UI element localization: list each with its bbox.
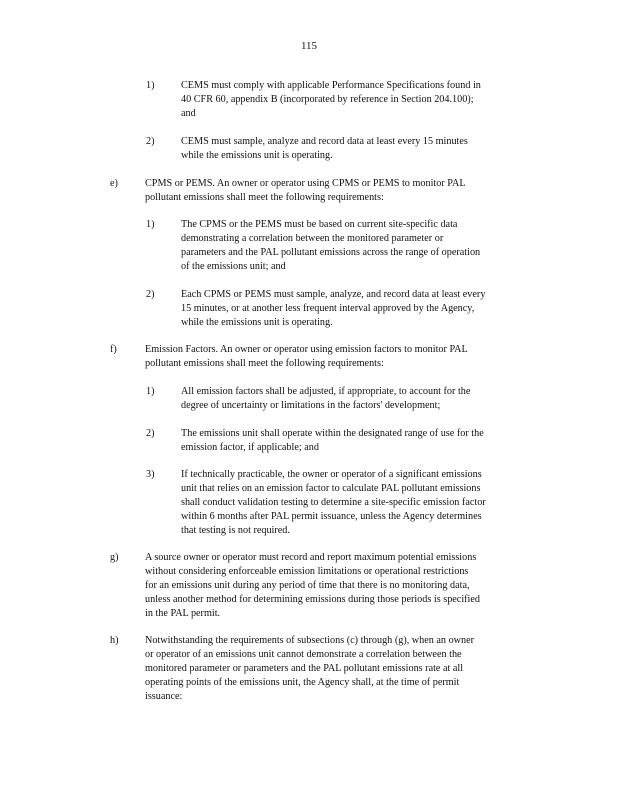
text-line: pollutant emissions shall meet the following requirements: (145, 192, 384, 203)
text-line: and (181, 108, 196, 119)
list-marker: 2) (146, 136, 155, 147)
list-marker: 1) (146, 219, 155, 230)
page-number: 115 (300, 40, 318, 52)
list-marker: 2) (146, 289, 155, 300)
paragraph-text (181, 218, 536, 274)
list-marker: e) (110, 178, 118, 189)
paragraph-text (145, 551, 536, 621)
paragraph-text (181, 385, 536, 413)
text-line: that testing is not required. (181, 525, 290, 536)
paragraph-text (181, 468, 536, 538)
text-line: 40 CFR 60, appendix B (incorporated by reference in Section 204.100); (181, 94, 474, 105)
text-line: while the emissions unit is operating. (181, 150, 333, 161)
text-line: monitored parameter or parameters and the PAL pollutant emissions rate at all (145, 663, 464, 674)
text-line: issuance: (145, 691, 183, 702)
paragraph-text (181, 288, 536, 330)
list-marker: 1) (146, 80, 155, 91)
list-marker: 2) (146, 428, 155, 439)
list-marker: 3) (146, 469, 155, 480)
list-marker: 1) (146, 386, 155, 397)
text-line: degree of uncertainty or limitations in the factors' development; (181, 400, 441, 411)
text-line: A source owner or operator must record and report maximum potential emissions (145, 552, 477, 563)
text-line: The emissions unit shall operate within the designated range of use for the (181, 428, 484, 439)
text-line: CEMS must comply with applicable Performance Specifications found in (181, 80, 481, 91)
text-line: parameters and the PAL pollutant emissions across the range of operation (181, 247, 481, 258)
paragraph-text (181, 79, 536, 121)
paragraph-text (145, 343, 536, 371)
text-line: shall conduct validation testing to determine a site-specific emission factor (181, 497, 486, 508)
text-line: Emission Factors. An owner or operator using emission factors to monitor PAL (145, 344, 468, 355)
list-marker: h) (110, 635, 119, 646)
text-line: Each CPMS or PEMS must sample, analyze, and record data at least every (181, 289, 486, 300)
paragraph-text (145, 634, 536, 704)
text-line: demonstrating a correlation between the monitored parameter or (181, 233, 444, 244)
text-line: while the emissions unit is operating. (181, 317, 333, 328)
text-line: emission factor, if applicable; and (181, 442, 319, 453)
text-line: unless another method for determining emissions during those periods is specified (145, 594, 480, 605)
paragraph-text (181, 427, 536, 455)
text-line: CEMS must sample, analyze and record data at least every 15 minutes (181, 136, 468, 147)
text-line: If technically practicable, the owner or operator of a significant emissions (181, 469, 482, 480)
text-line: 15 minutes, or at another less frequent interval approved by the Agency, (181, 303, 475, 314)
text-line: in the PAL permit. (145, 608, 221, 619)
text-line: unit that relies on an emission factor to calculate PAL pollutant emissions (181, 483, 481, 494)
text-line: All emission factors shall be adjusted, if appropriate, to account for the (181, 386, 471, 397)
paragraph-text (145, 177, 536, 205)
text-line: operating points of the emissions unit, the Agency shall, at the time of permit (145, 677, 460, 688)
text-line: of the emissions unit; and (181, 261, 286, 272)
text-line: without considering enforceable emission limitations or operational restrictions (145, 566, 469, 577)
text-line: or operator of an emissions unit cannot demonstrate a correlation between the (145, 649, 462, 660)
text-line: for an emissions unit during any period of time that there is no monitoring data, (145, 580, 470, 591)
text-line: CPMS or PEMS. An owner or operator using CPMS or PEMS to monitor PAL (145, 178, 466, 189)
text-line: within 6 months after PAL permit issuance, unless the Agency determines (181, 511, 482, 522)
paragraph-text (181, 135, 536, 163)
text-line: The CPMS or the PEMS must be based on current site-specific data (181, 219, 458, 230)
text-line: Notwithstanding the requirements of subsections (c) through (g), when an owner (145, 635, 475, 646)
text-line: pollutant emissions shall meet the following requirements: (145, 358, 384, 369)
list-marker: g) (110, 552, 119, 563)
list-marker: f) (110, 344, 117, 355)
